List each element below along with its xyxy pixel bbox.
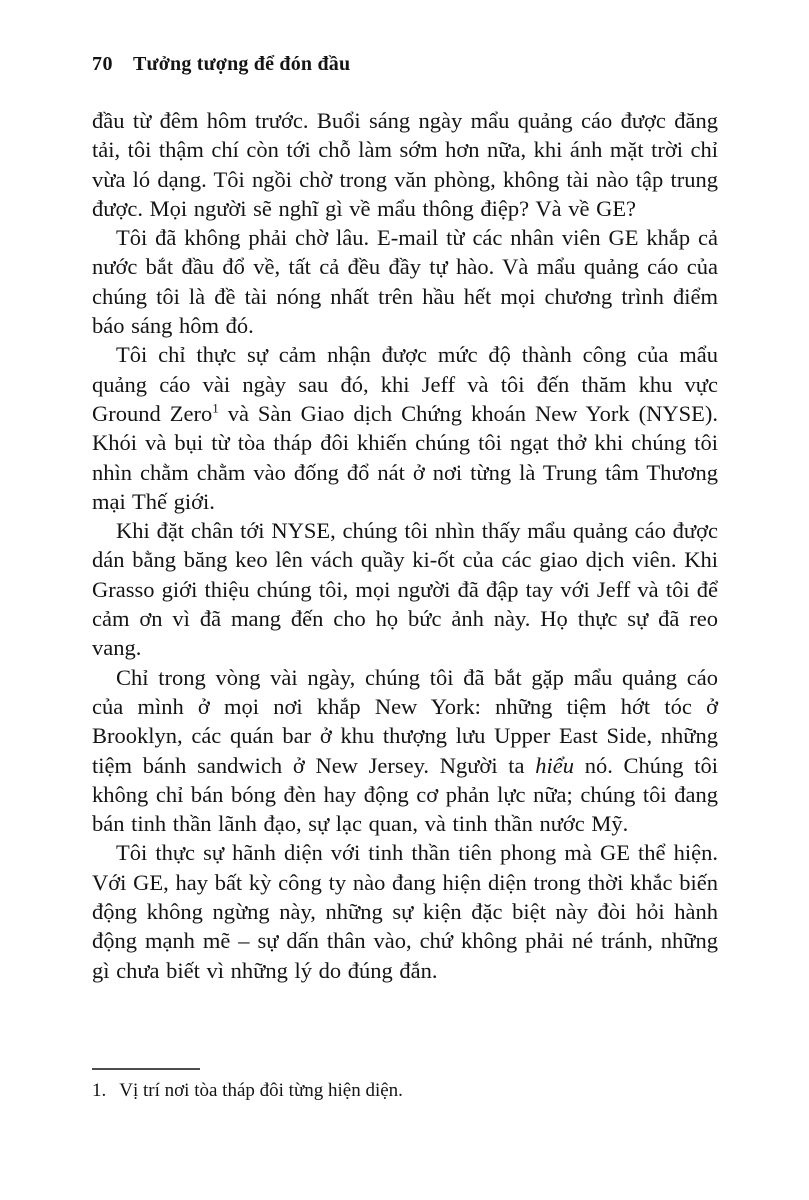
paragraph [92, 223, 718, 340]
paragraph-text: Chỉ trong vòng vài ngày, chúng tôi đã bắt gặp mẩu quảng cáo của mình ở mọi nơi khắp New York: những tiệm hớt tóc ở Brooklyn, các quán bar ở khu thượng lưu Upper East Side, những tiệm bánh sandwich ở New Jersey. Người ta [92, 664, 718, 778]
paragraph [92, 106, 718, 223]
footnote-reference: 1 [212, 400, 219, 416]
paragraph-text: Tôi thực sự hãnh diện với tinh thần tiên phong mà GE thể hiện. Với GE, hay bất kỳ công ty nào đang hiện diện trong thời khắc biến động không ngừng này, những sự kiện đặc biệt này đòi hỏi hành động mạnh mẽ – sự dấn thân vào, chứ không phải né tránh, những gì chưa biết vì những lý do đúng đắn. [92, 840, 718, 983]
page-header [92, 52, 717, 76]
paragraph-text: Khi đặt chân tới NYSE, chúng tôi nhìn thấy mẩu quảng cáo được dán bằng băng keo lên vách quầy ki-ốt của các giao dịch viên. Khi Grasso giới thiệu chúng tôi, mọi người đã đập tay với Jeff và tôi để cảm ơn vì đã mang đến cho họ bức ảnh này. Họ thực sự đã reo vang. [92, 518, 718, 661]
paragraph-text: nó. Chúng tôi không chỉ bán bóng đèn hay động cơ phản lực nữa; chúng tôi đang bán tinh thần lãnh đạo, sự lạc quan, và tinh thần nước Mỹ. [92, 752, 718, 837]
paragraph [92, 838, 718, 984]
paragraph [92, 340, 718, 516]
footnote-marker: 1. [92, 1080, 107, 1101]
paragraph [92, 663, 718, 839]
running-title: Tưởng tượng để đón đầu [133, 53, 351, 75]
body-text [92, 106, 718, 985]
paragraph-text: đầu từ đêm hôm trước. Buổi sáng ngày mẩu quảng cáo được đăng tải, tôi thậm chí còn tới chỗ làm sớm hơn nữa, khi ánh mặt trời chỉ vừa ló dạng. Tôi ngồi chờ trong văn phòng, không tài nào tập trung được. Mọi người sẽ nghĩ gì về mẩu thông điệp? Và về GE? [92, 108, 718, 221]
page-number: 70 [92, 53, 113, 75]
paragraph-text: Tôi chỉ thực sự cảm nhận được mức độ thành công của mẩu quảng cáo vài ngày sau đó, khi Jeff và tôi đến thăm khu vực Ground Zero [92, 342, 718, 426]
footnote-text: Vị trí nơi tòa tháp đôi từng hiện diện. [119, 1080, 403, 1101]
emphasized-word: hiểu [535, 752, 574, 778]
footnote-divider [92, 1068, 200, 1070]
paragraph-text: và Sàn Giao dịch Chứng khoán New York (NYSE). Khói và bụi từ tòa tháp đôi khiến chúng tôi ngạt thở khi chúng tôi nhìn chằm chằm vào đống đổ nát ở nơi từng là Trung tâm Thương mại Thế giới. [92, 400, 718, 514]
paragraph [92, 516, 718, 662]
footnote-area [92, 1068, 718, 1103]
footnote [92, 1079, 718, 1103]
paragraph-text: Tôi đã không phải chờ lâu. E-mail từ các nhân viên GE khắp cả nước bắt đầu đổ về, tất cả đều đầy tự hào. Và mẩu quảng cáo của chúng tôi là đề tài nóng nhất trên hầu hết mọi chương trình điểm báo sáng hôm đó. [92, 225, 718, 339]
